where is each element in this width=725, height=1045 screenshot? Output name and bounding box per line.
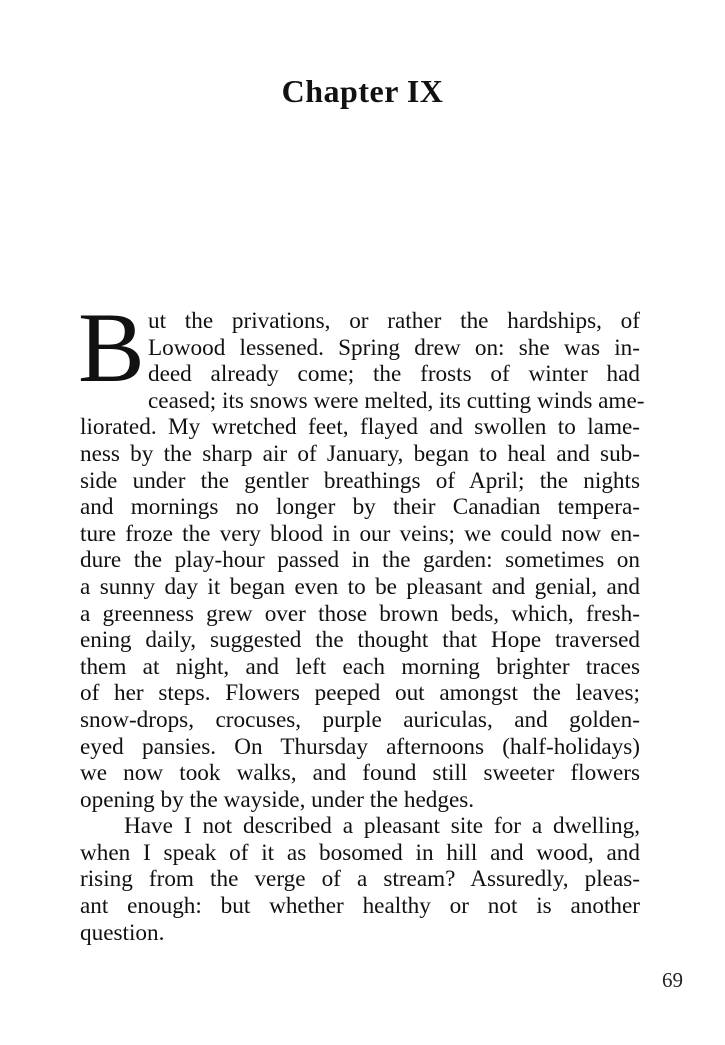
text-line: when I speak of it as bosomed in hill and wood, and <box>80 839 640 866</box>
text-line: a sunny day it began even to be pleasant and genial, and <box>80 573 640 600</box>
text-line: liorated. My wretched feet, flayed and swollen to lame- <box>80 414 640 441</box>
body-text <box>78 292 645 946</box>
text-line: ture froze the very blood in our veins; we could now en- <box>80 520 640 547</box>
text-line: question. <box>80 919 165 946</box>
text-line: a greenness grew over those brown beds, which, fresh- <box>80 600 640 627</box>
chapter-title: Chapter IX <box>281 73 444 109</box>
text-line: ening daily, suggested the thought that Hope traversed <box>80 627 640 654</box>
page-number: 69 <box>662 968 683 992</box>
text-line: ant enough: but whether healthy or not is another <box>80 893 640 920</box>
text-line: ut the privations, or rather the hardships, of <box>148 308 640 334</box>
text-line: ceased; its snows were melted, its cutting winds ame- <box>148 387 645 414</box>
text-line: we now took walks, and found still sweeter flowers <box>80 760 640 787</box>
text-line: dure the play-hour passed in the garden: sometimes on <box>80 547 640 574</box>
text-line: them at night, and left each morning brighter traces <box>80 653 640 680</box>
text-line: of her steps. Flowers peeped out amongst the leaves; <box>80 680 640 707</box>
text-line: deed already come; the frosts of winter had <box>148 361 640 388</box>
text-line: Have I not described a pleasant site for a dwelling, <box>124 813 640 840</box>
drop-cap-container <box>78 292 145 403</box>
drop-cap: B <box>78 292 145 403</box>
text-line: side under the gentler breathings of April; the nights <box>80 467 640 494</box>
text-line: snow-drops, crocuses, purple auriculas, and golden- <box>80 706 640 733</box>
text-line: eyed pansies. On Thursday afternoons (half-holidays) <box>80 733 640 760</box>
text-line: rising from the verge of a stream? Assuredly, pleas- <box>80 866 640 893</box>
text-line: opening by the wayside, under the hedges. <box>80 786 475 813</box>
text-line: and mornings no longer by their Canadian tempera- <box>80 494 640 521</box>
text-line: ness by the sharp air of January, began to heal and sub- <box>80 440 640 467</box>
text-line: Lowood lessened. Spring drew on: she was in- <box>148 334 640 361</box>
